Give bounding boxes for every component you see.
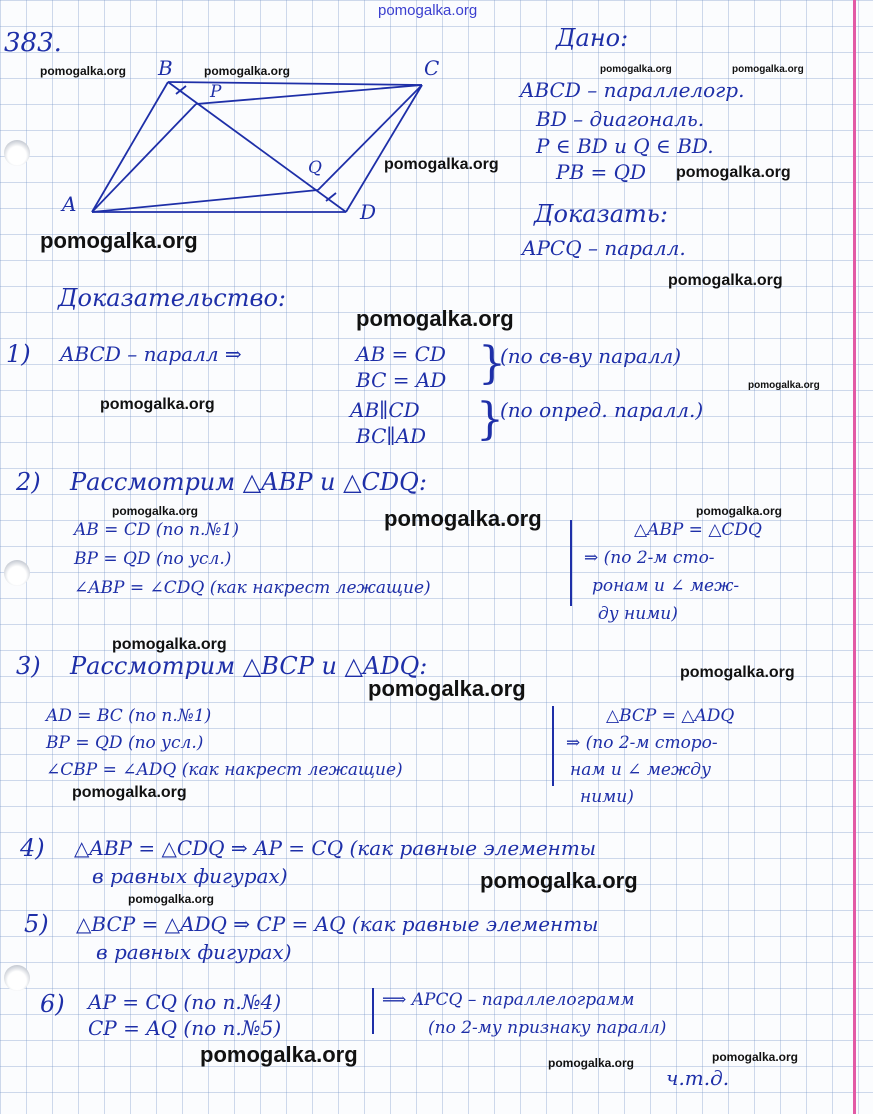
watermark: pomogalka.org: [712, 1050, 799, 1064]
step3-line: AD = BC (по п.№1): [46, 706, 212, 726]
step1-line: AB∥CD: [350, 398, 420, 422]
label-c: C: [424, 56, 440, 80]
step-number: 1): [6, 340, 31, 368]
watermark: pomogalka.org: [40, 64, 127, 78]
given-line: ABCD – параллелогр.: [520, 78, 745, 102]
step6-result: (по 2-му признаку паралл): [428, 1018, 667, 1038]
watermark: pomogalka.org: [368, 676, 526, 701]
step1-line: BC = AD: [356, 368, 447, 392]
brace: }: [476, 394, 504, 445]
step-number: 6): [40, 990, 65, 1018]
segment-qa: [92, 190, 318, 212]
watermark: pomogalka.org: [40, 228, 198, 253]
given-heading: Дано:: [556, 24, 629, 52]
segment-ap: [92, 104, 196, 212]
step3-line: BP = QD (по усл.): [46, 733, 204, 753]
watermark: pomogalka.org: [696, 504, 783, 518]
watermark: pomogalka.org: [680, 664, 795, 681]
given-line: BD – диагональ.: [536, 107, 705, 131]
step-number: 4): [20, 834, 45, 862]
qed-mark: ч.т.д.: [666, 1066, 730, 1090]
watermark: pomogalka.org: [384, 156, 499, 173]
label-q: Q: [308, 158, 322, 178]
given-line: PB = QD: [556, 160, 647, 184]
side-bc: [168, 82, 422, 85]
watermark: pomogalka.org: [72, 784, 187, 801]
step5-line: △BCP = △ADQ ⇒ CP = AQ (как равные элементы: [76, 912, 599, 936]
step4-line: в равных фигурах): [92, 864, 288, 888]
label-a: A: [62, 192, 77, 216]
watermark: pomogalka.org: [384, 506, 542, 531]
tick-qd: [326, 193, 336, 201]
step1-note: (по опред. паралл.): [500, 398, 704, 422]
watermark: pomogalka.org: [600, 64, 672, 75]
divider: [552, 706, 554, 786]
step1-line: AB = CD: [356, 342, 446, 366]
step2-line: AB = CD (по п.№1): [74, 520, 239, 540]
label-d: D: [360, 200, 377, 224]
step1-note: (по св-ву паралл): [500, 344, 682, 368]
step2-title: Рассмотрим △ABP и △CDQ:: [70, 468, 427, 496]
watermark: pomogalka.org: [100, 396, 215, 413]
step1-lead: ABCD – паралл ⇒: [60, 342, 242, 366]
side-ab: [92, 82, 168, 212]
divider: [570, 520, 572, 606]
watermark: pomogalka.org: [732, 64, 804, 75]
segment-pc: [196, 85, 422, 104]
step1-line: BC∥AD: [356, 424, 427, 448]
watermark: pomogalka.org: [356, 306, 514, 331]
brace: }: [478, 338, 506, 389]
step3-line: ∠CBP = ∠ADQ (как накрест лежащие): [46, 760, 403, 780]
label-b: B: [158, 56, 173, 80]
watermark: pomogalka.org: [128, 892, 215, 906]
step3-result: △BCP = △ADQ: [606, 706, 735, 726]
side-cd: [346, 85, 422, 212]
watermark: pomogalka.org: [668, 272, 783, 289]
step2-line: ∠ABP = ∠CDQ (как накрест лежащие): [74, 578, 431, 598]
watermark: pomogalka.org: [676, 164, 791, 181]
watermark: pomogalka.org: [112, 504, 199, 518]
step3-title: Рассмотрим △BCP и △ADQ:: [70, 652, 428, 680]
step3-result: ⇒ (по 2-м сторо-: [566, 733, 718, 753]
diagonal-bd: [168, 82, 346, 212]
step6-result: ⟹ APCQ – параллелограмм: [382, 990, 635, 1010]
site-watermark: pomogalka.org: [378, 2, 478, 19]
step2-result: △ABP = △CDQ: [634, 520, 762, 540]
step-number: 2): [16, 468, 41, 496]
segment-cq: [318, 85, 422, 190]
step6-line: AP = CQ (по п.№4): [88, 990, 282, 1014]
step3-result: ними): [580, 787, 634, 807]
proof-heading: Доказательство:: [58, 284, 287, 312]
step2-line: BP = QD (по усл.): [74, 549, 232, 569]
step2-result: ронам и ∠ меж-: [592, 576, 740, 596]
prove-line: APCQ – паралл.: [522, 236, 686, 260]
watermark: pomogalka.org: [480, 868, 638, 893]
step3-result: нам и ∠ между: [570, 760, 711, 780]
problem-number: 383.: [4, 28, 62, 58]
given-line: P ∈ BD и Q ∈ BD.: [536, 134, 714, 158]
step4-line: △ABP = △CDQ ⇒ AP = CQ (как равные элементы: [74, 836, 597, 860]
step6-line: CP = AQ (по п.№5): [88, 1016, 282, 1040]
step2-result: ⇒ (по 2-м сто-: [584, 548, 715, 568]
step2-result: ду ними): [598, 604, 678, 624]
watermark: pomogalka.org: [200, 1042, 358, 1067]
watermark: pomogalka.org: [112, 636, 227, 653]
divider: [372, 988, 374, 1034]
watermark: pomogalka.org: [548, 1056, 635, 1070]
watermark: pomogalka.org: [204, 64, 291, 78]
step-number: 3): [16, 652, 41, 680]
step5-line: в равных фигурах): [96, 940, 292, 964]
prove-heading: Доказать:: [534, 200, 668, 228]
label-p: P: [210, 82, 222, 102]
step-number: 5): [24, 910, 49, 938]
watermark: pomogalka.org: [748, 380, 820, 391]
